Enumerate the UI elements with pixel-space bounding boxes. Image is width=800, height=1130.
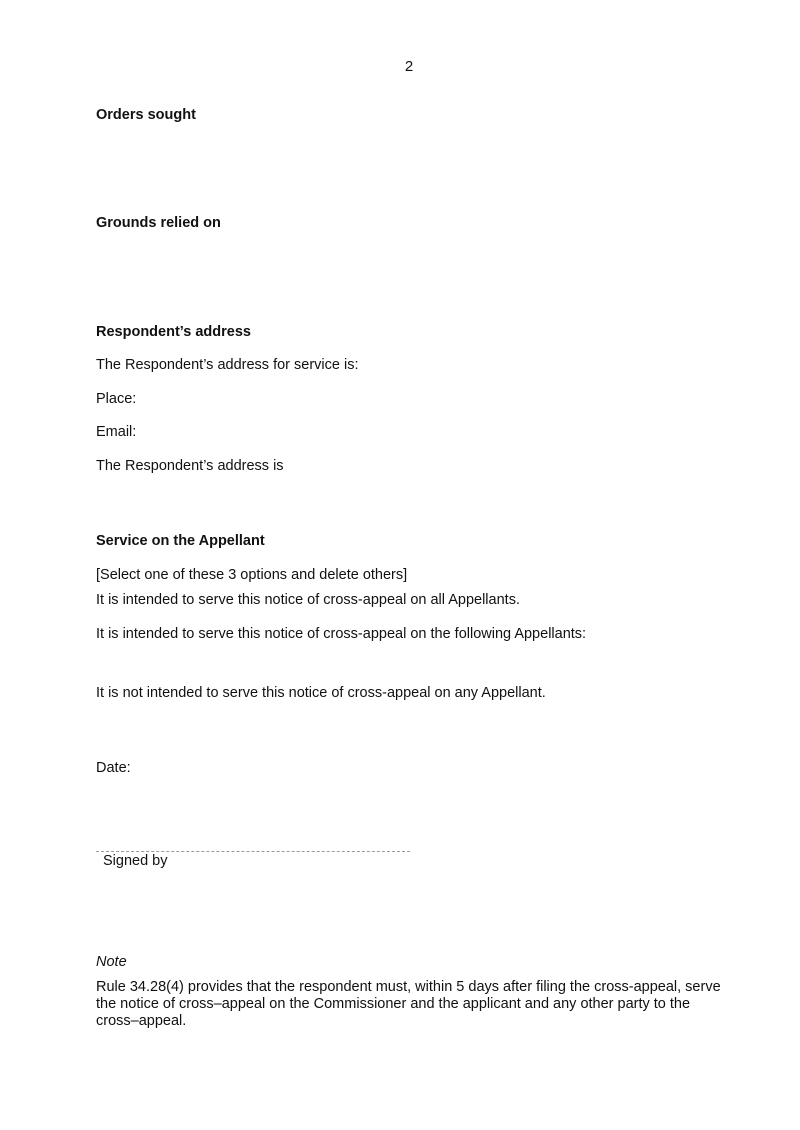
place-label: Place:: [96, 391, 137, 407]
address-for-service-line: The Respondent’s address for service is:: [96, 357, 359, 373]
signature-line: [96, 851, 410, 852]
orders-sought-heading: Orders sought: [96, 107, 196, 123]
email-label: Email:: [96, 424, 137, 440]
select-options-instruction: [Select one of these 3 options and delete others]: [96, 567, 408, 583]
respondent-address-line: The Respondent’s address is: [96, 458, 284, 474]
grounds-relied-on-heading: Grounds relied on: [96, 215, 221, 231]
serve-all-appellants-option: It is intended to serve this notice of cross-appeal on all Appellants.: [96, 592, 520, 608]
date-label: Date:: [96, 760, 131, 776]
signed-by-label: Signed by: [103, 853, 168, 869]
respondent-address-heading: Respondent’s address: [96, 324, 251, 340]
serve-no-appellant-option: It is not intended to serve this notice of cross-appeal on any Appellant.: [96, 685, 546, 701]
page-number: 2: [404, 58, 414, 75]
note-text: Rule 34.28(4) provides that the respondent must, within 5 days after filing the cross-appeal, serve the notice of cross–appeal on the Commissioner and the applicant and any other party to the cross–appeal.: [96, 979, 721, 1029]
service-on-appellant-heading: Service on the Appellant: [96, 533, 265, 549]
serve-following-appellants-option: It is intended to serve this notice of cross-appeal on the following Appellants:: [96, 626, 587, 642]
note-heading: Note: [96, 954, 127, 970]
